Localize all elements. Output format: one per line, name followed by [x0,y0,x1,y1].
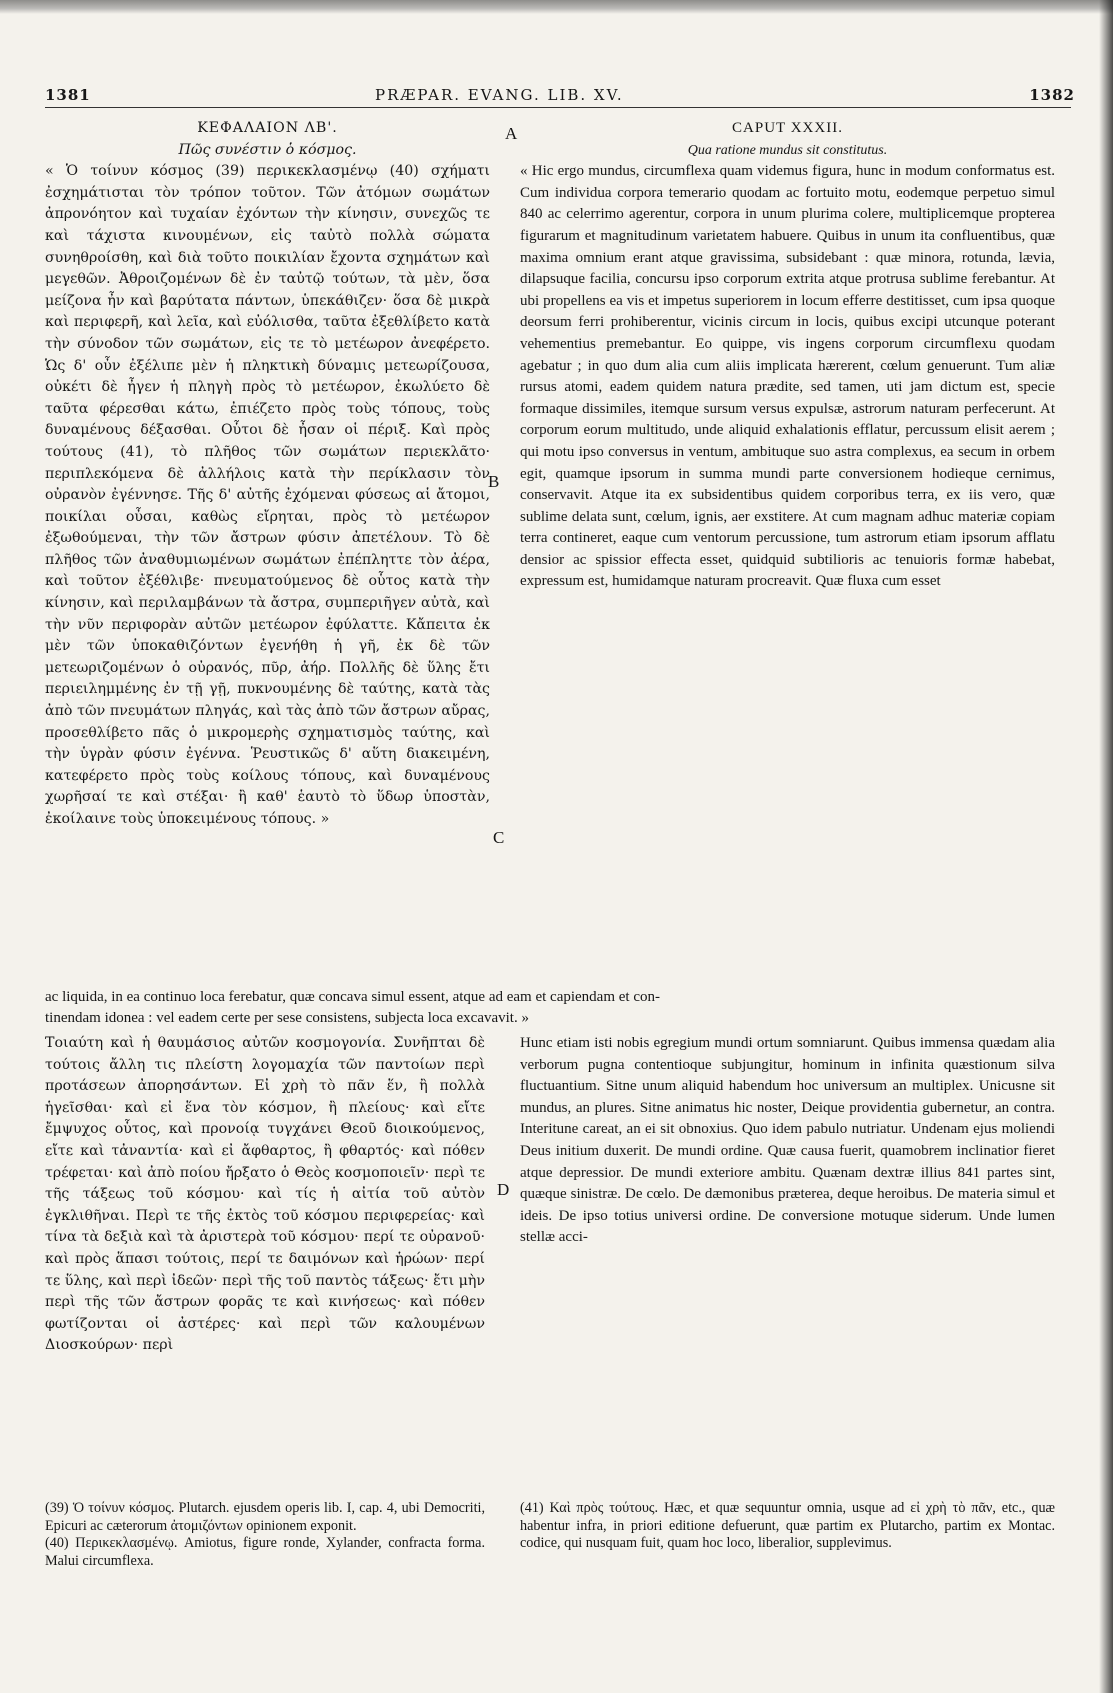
latin-chapter-title: Qua ratione mundus sit constitutus. [687,142,888,158]
footnote-41: (41) Καὶ πρὸς τούτους. Hæc, et quæ sequuntur omnia, usque ad εἰ χρὴ τὸ πᾶν, etc., quæ habentur infra, in priori editione defuerunt, quæ partim ex Plutarcho, partim ex Montac. codice, qui nusquam fuit, quam hoc loco, liberalior, supplevimus. [520,1500,1055,1551]
scan-edge-top [0,0,1113,14]
page-number-right: 1382 [1029,86,1075,104]
greek-column-2 [45,1033,485,1357]
footnote-39: (39) Ὁ τοίνυν κόσμος. Plutarch. ejusdem operis lib. I, cap. 4, ubi Democriti, Epicuri ac cæterorum ἀτομιζόντων opinionem exponit. [45,1500,485,1534]
greek-chapter-title: Πῶς συνέστιν ὁ κόσμος. [178,141,357,158]
margin-marker-b: B [488,472,500,491]
spanning-line-2: tinendam idonea : vel eadem certe per sese consistens, subjecta loca excavavit. » [45,1010,529,1026]
spanning-line-1: ac liquida, in ea continuo loca ferebatur, quæ concava simul essent, atque ad eam et capiendam et con- [45,989,660,1005]
greek-column [45,118,490,831]
scan-edge-right [1099,0,1113,1693]
margin-marker-a: A [505,124,518,143]
greek-paragraph-2: Τοιαύτη καὶ ἡ θαυμάσιος αὐτῶν κοσμογονία. Συνῆπται δὲ τούτοις ἄλλη τις πλείστη λογομαχία τῶν παντοίων περὶ προτάσεων ἀπορησάντων. Εἰ χρὴ τὸ πᾶν ἕν, ἢ πολλὰ ἡγεῖσθαι· καὶ εἰ ἕνα τὸν κόσμον, ἢ πλείους· καὶ εἴτε ἔμψυχος οὗτος, καὶ προνοίᾳ τυγχάνει Θεοῦ διοικούμενος, εἴτε καὶ τἀναντία· καὶ εἰ ἄφθαρτος, ἢ φθαρτός· καὶ πόθεν τρέφεται· καὶ ἀπὸ ποίου ἤρξατο ὁ Θεὸς κοσμοποιεῖν· περὶ τε τῆς τάξεως τοῦ κόσμου· καὶ τίς ἡ αἰτία τοῦ αὐτὸν ἐγκλιθῆναι. Περὶ τε τῆς ἐκτὸς τοῦ κόσμου περιφερείας· καὶ τίνα τὰ δεξιὰ καὶ τὰ ἀριστερὰ τοῦ κόσμου· περί τε οὐρανοῦ· καὶ πρὸς ἅπασι τούτοις, περί τε δαιμόνων καὶ ἡρώων· περί τε ὕλης, καὶ περὶ ἰδεῶν· περὶ τῆς τοῦ παντὸς τάξεως· ἔτι μὴν περὶ τῆς τῶν ἄστρων φορᾶς τε καὶ κινήσεως· καὶ πόθεν φωτίζονται οἱ ἀστέρες· καὶ περὶ τῶν καλουμένων Διοσκούρων· περὶ [45,1035,485,1354]
latin-paragraph-2: Hunc etiam isti nobis egregium mundi ortum somniarunt. Quibus immensa quædam alia verborum pugna contentioque subjungitur, hominum in infinita quæstionum silva fluctuantium. Sitne unum aliquid habendum hoc universum an multiplex. Unicusne sit mundus, an plures. Sitne animatus hic noster, Deique providentia gubernetur, an contra. Interitune careat, an ei sit obnoxius. Quo idem pabulo nutriatur. Undenam ejus moliendi Deus initium duxerit. De mundi ordine. Quæ causa fuerit, quamobrem inclinatior fieret atque depressior. De mundi exteriore ambitu. Quænam dextræ illius 841 partes sint, quæque sinistræ. De cœlo. De dæmonibus præterea, deque heroibus. De materia simul et ideis. De ipso totius universi ordine. De conversione motuque siderum. Unde lumen stellæ acci- [520,1035,1055,1246]
greek-paragraph: « Ὁ τοίνυν κόσμος (39) περικεκλασμένῳ (40) σχήματι ἐσχημάτισται τὸν τρόπον τοῦτον. Τῶν ἀτόμων σωμάτων ἀπρονόητον καὶ τυχαίαν ἐχόντων τὴν κίνησιν, συνεχῶς τε καὶ τάχιστα κινουμένων, εἰς ταὐτὸ πολλὰ σώματα συνηθροίσθη, καὶ διὰ τοῦτο ποικιλίαν ἔχοντα σχημάτων καὶ μεγεθῶν. Ἀθροιζομένων δὲ ἐν ταὐτῷ τούτων, τὰ μὲν, ὅσα μείζονα ἦν καὶ βαρύτατα πάντων, ὑπεκάθιζεν· ὅσα δὲ μικρὰ καὶ περιφερῆ, καὶ λεῖα, καὶ εὐόλισθα, ταῦτα ἐξεθλίβετο κατὰ τὴν σύνοδον τῶν σωμάτων, εἰς τε τὸ μετέωρον ἀνεφέρετο. Ὡς δ' οὖν ἐξέλιπε μὲν ἡ πληκτικὴ δύναμις μετεωρίζουσα, οὐκέτι δὲ ἦγεν ἡ πληγὴ πρὸς τὸ μετέωρον, ἐκωλύετο δὲ ταῦτα φέρεσθαι κάτω, ἐπιέζετο πρὸς τοὺς τόπους, τοὺς δυναμένους δέξασθαι. Οὗτοι δὲ ἦσαν οἱ πέριξ. Καὶ πρὸς τούτους (41), τὸ πλῆθος τῶν σωμάτων περιεκλᾶτο· περιπλεκόμενα δὲ ἀλλήλοις κατὰ τὴν περίκλασιν τὸν οὐρανὸν ἐγέννησε. Τῆς δ' αὐτῆς ἐχόμεναι φύσεως αἱ ἄτομοι, ποικίλαι οὖσαι, καθὼς εἴρηται, πρὸς τὸ μετέωρον ἐξωθούμεναι, τὴν τῶν ἄστρων φύσιν ἀπετέλουν. Τὸ δὲ πλῆθος τῶν ἀναθυμιωμένων σωμάτων ἐπέπληττε τὸν ἀέρα, καὶ τοῦτον ἐξέθλιβε· πνευματούμενος δὲ οὗτος κατὰ τὴν κίνησιν, καὶ περιλαμβάνων τὰ ἄστρα, συμπεριῆγεν αὐτὰ, καὶ τὴν νῦν περιφορὰν αὐτῶν μετέωρον ἐφύλαττε. Κἄπειτα ἐκ μὲν τῶν ὑποκαθιζόντων ἐγενήθη ἡ γῆ, ἐκ δὲ τῶν μετεωριζομένων ὁ οὐρανός, πῦρ, ἀήρ. Πολλῆς δὲ ὕλης ἔτι περιειλημμένης ἐν τῇ γῇ, πυκνουμένης δὲ ταύτης, κατὰ τὰς ἀπὸ τῶν πνευμάτων πληγάς, καὶ τὰς ἀπὸ τῶν ἄστρων αὔρας, προσεθλίβετο πᾶς ὁ μικρομερὴς σχηματισμὸς ταύτης, καὶ τὴν ὑγρὰν φύσιν ἐγέννα. Ῥευστικῶς δ' αὕτη διακειμένη, κατεφέρετο πρὸς τοὺς κοίλους τόπους, καὶ δυναμένους χωρῆσαί τε καὶ στέξαι· ἢ καθ' ἑαυτὸ τὸ ὕδωρ ὑποστὰν, ἐκοίλαινε τοὺς ὑποκειμένους τόπους. » [45,163,490,827]
footnote-40: (40) Περικεκλασμένῳ. Amiotus, figure ronde, Xylander, confracta forma. Malui circumflexa. [45,1535,485,1569]
latin-column [520,118,1055,593]
greek-chapter-heading: ΚΕΦΑΛΑΙΟΝ ΛΒ'. [197,120,338,136]
footnotes-left [45,1500,485,1570]
margin-marker-c: C [493,828,505,847]
running-title: PRÆPAR. EVANG. LIB. XV. [375,86,624,104]
page-number-left: 1381 [45,86,91,104]
latin-column-2 [520,1033,1055,1249]
footnotes-right [520,1500,1055,1553]
latin-chapter-heading: CAPUT XXXII. [732,120,843,136]
margin-marker-d: D [497,1180,510,1199]
header-rule [45,107,1071,108]
latin-paragraph: « Hic ergo mundus, circumflexa quam videmus figura, hunc in modum conformatus est. Cum individua corpora temerario quodam ac fortuito motu, eodemque perpetuo simul 840 ac celerrimo agerentur, corpora in unum plurima colere, multiplicemque propterea figurarum et magnitudinum varietatem habuere. Quibus in unum ita confluentibus, quæ maxima omnium erant atque gravissima, subsidebant : quæ minora, rotunda, lævia, dilapsuque facilia, concursu ipso corporum extrita atque protrusa sublime ferebantur. At ubi propellens ea vis et impetus superiorem in locum efferre destitisset, cum ipsa quoque deorsum ferri prohiberentur, vicinis circum in locis, quibus excipi utcunque poterant vehementius premebantur. Eo quippe, vis ingens corporum circumflexu quodam agebatur ; in quo dum alia cum aliis implicata hærerent, cœlum genuerunt. Tum aliæ rursus atomi, eadem quidem natura prædite, sed tamen, uti jam dictum est, specie formaque dissimiles, itemque sursum versus expulsæ, astrorum naturam perfecerunt. At corporum eorum multitudo, unde aliquid exhalationis efflatur, percussum elisit aerem ; qui motu ipso conversus in ventum, ambituque suo astra complexus, ea secum in orbem egit, quamque ipsorum in summa mundi parte conversionem hodieque cernimus, conservavit. Atque ita ex subsidentibus quidem corporibus terra, ex iis vero, quæ sublime delata sunt, cœlum, ignis, aer exstitere. At cum magnam adhuc materiæ copiam terra contineret, eaque cum ventorum percussione, tum astrorum etiam ipsorum afflatu densior ac spissior effecta esset, quidquid subtilioris ac tenuioris formæ habebat, expressum est, humidamque naturam procreavit. Quæ fluxa cum esset [520,163,1055,590]
